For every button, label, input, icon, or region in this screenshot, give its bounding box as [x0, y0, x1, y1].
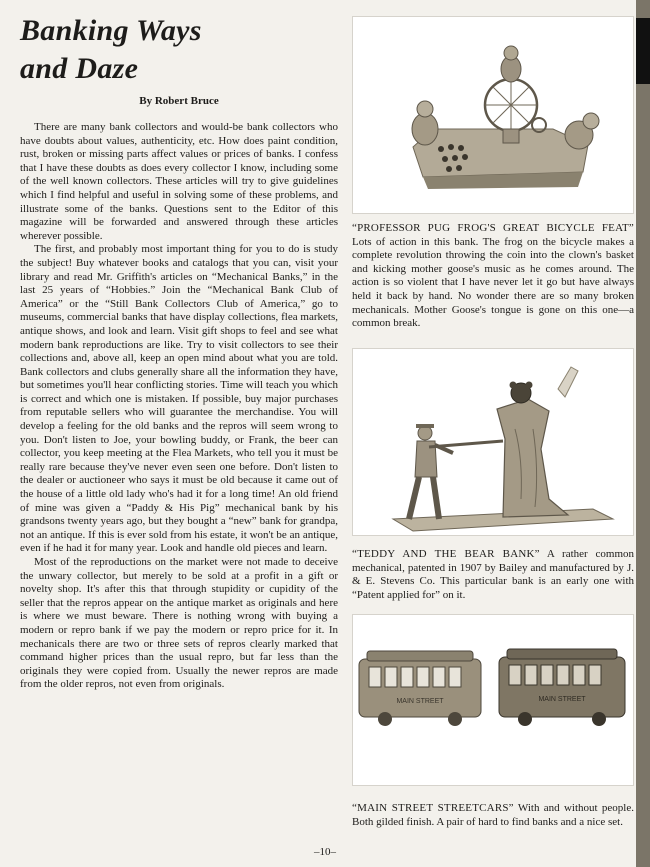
- photo-teddy-bear-bank: [352, 348, 634, 536]
- caption-2-text: A rather common mechanical, patented in 1907 by Bailey and manufactured by J. & E. Stevens Co. This particular bank is an early one with “Patent applied for” on it.: [352, 548, 634, 601]
- article-body: [20, 121, 338, 692]
- article-title: [20, 12, 338, 88]
- teddy-bear-bank-image: [353, 349, 633, 535]
- caption-2-title: “TEDDY AND THE BEAR BANK”: [352, 548, 540, 560]
- caption-frog-bicycle: [352, 222, 634, 331]
- title-line-2: and Daze: [20, 52, 139, 85]
- caption-3-text: With and without people. Both gilded finish. A pair of hard to find banks and a nice set.: [352, 802, 634, 828]
- article-column: [20, 12, 338, 692]
- caption-1-title: “PROFESSOR PUG FROG'S GREAT BICYCLE FEAT”: [352, 222, 634, 234]
- paragraph-1: There are many bank collectors and would-be bank collectors who have doubts about values, authenticity, etc. How does paint condition, rust, broken or missing parts affect values or prices of banks. I confess that I have these doubts as does every collector I know, including some of the well known collectors. These articles will try to give guidelines which I find helpful and useful in solving some of these problems, and illustrate some of the banks. Questions sent to the Editor of this magazine will be forwarded and answered through these articles wherever possible.: [20, 121, 338, 242]
- edge-tab: [636, 18, 650, 84]
- paragraph-2: The first, and probably most important thing for you to do is study the subject! Buy whatever books and catalogs that you can, visit your library and read Mr. Griffith's articles on “Mechanical Banks,” in the last 25 years of “Hobbies.” Join the “Mechanical Bank Club of America” or the “Still Bank Collectors Club of America,” go to museums, commercial banks that have display collections, flea markets, antique shows, and look and learn. Visit gift shops to feel and see what modern bank reproductions are like. Try to visit collectors to see their collections and, above all, keep an open mind about what you are told. Bank collectors and clubs generally share all the information they have, but sometimes you'll hear conflicting stories. Time will teach you which is correct and which one is mistaken. If possible, buy major purchases from reputable sellers who will guarantee the merchandise. You will develop a feeling for the old banks and the repros will seem wrong to you. Don't listen to Joe, your bowling buddy, or Frank, the beer can collector, you keep meeting at the Flea Markets, who tell you it must be really rare because they've never even seen one before. Don't listen to the dealer or auctioneer who says it must be old because it came out of the house of a little old lady who's had it for a long time! An old friend of mine was given a “Paddy & His Pig” mechanical bank by his grandsons twenty years ago, but they bought a “new” bank for grandpa, not an antique. If this is ever sold from his estate, it won't be an antique, even if he had it for many year. Look and handle old pieces and learn.: [20, 243, 338, 555]
- streetcars-image: [353, 615, 633, 785]
- page-edge: [636, 0, 650, 867]
- streetcar-left-sign: MAIN STREET: [396, 698, 444, 705]
- caption-3-title: “MAIN STREET STREETCARS”: [352, 802, 514, 814]
- streetcar-left: [359, 651, 481, 726]
- page-number: –10–: [314, 846, 336, 858]
- caption-streetcars: [352, 802, 634, 829]
- photo-frog-bicycle-bank: [352, 16, 634, 214]
- caption-1-text: Lots of action in this bank. The frog on the bicycle makes a complete revolution throwing the coin into the clown's basket and kicking mother goose's music as he comes around. The action is so violent that I have never let it go but have always held it back by hand. No wonder there are so many broken mechanicals. Mother Goose's tongue is gone on this one—a common break.: [352, 235, 634, 330]
- streetcar-right-sign: MAIN STREET: [538, 696, 586, 703]
- paragraph-3: Most of the reproductions on the market were not made to deceive the unwary collector, but merely to be sold at a profit in a gift or novelty shop. It's after this that through stupidity or cupidity of the seller that the repros appear on the antique market as originals and here is where we must beware. There is nothing wrong with buying a modern or repro bank if we pay the modern or repro price for it. In mechanicals there are two or three sets of repros clearly marked that command higher prices than the usual repro, but far less than the originals they were copied from. Usually the newer repros are made from the older repros, not even from originals.: [20, 556, 338, 691]
- byline: By Robert Bruce: [139, 95, 219, 107]
- frog-bicycle-bank-image: [353, 17, 633, 213]
- photo-streetcars: [352, 614, 634, 786]
- streetcar-right: [499, 649, 625, 726]
- caption-teddy-bear: [352, 548, 634, 602]
- title-line-1: Banking Ways: [20, 14, 202, 47]
